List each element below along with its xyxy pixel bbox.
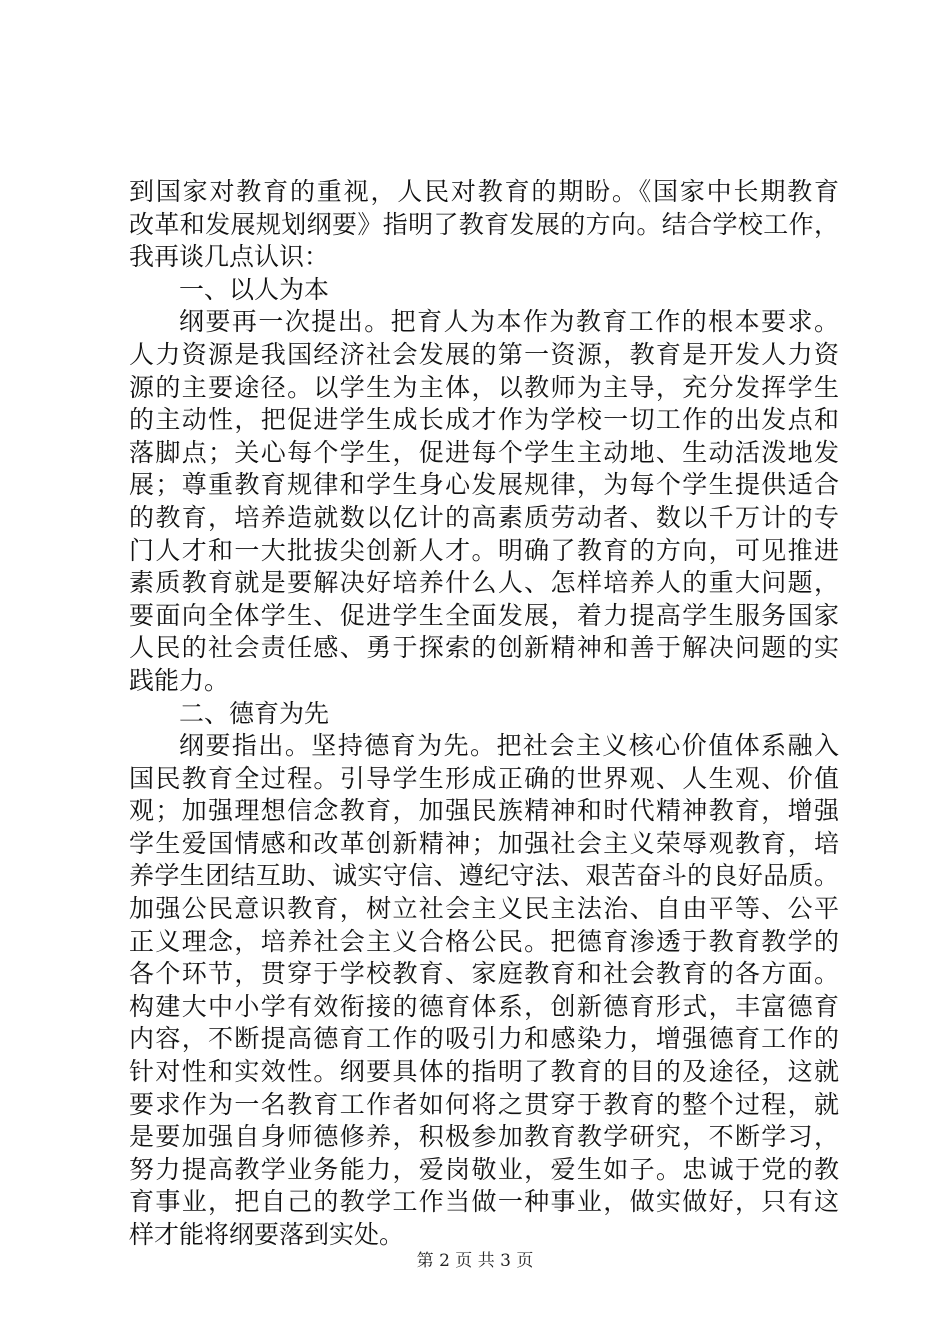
page-number-footer: 第 2 页 共 3 页 (416, 1251, 534, 1271)
text-line: 的教育，培养造就数以亿计的高素质劳动者、数以千万计的专 (129, 502, 839, 532)
text-line: 努力提高教学业务能力，爱岗敬业，爱生如子。忠诚于党的教 (129, 1154, 839, 1184)
text-line: 正义理念，培养社会主义合格公民。把德育渗透于教育教学的 (129, 926, 839, 956)
text-line: 素质教育就是要解决好培养什么人、怎样培养人的重大问题， (129, 568, 839, 598)
text-line: 纲要指出。坚持德育为先。把社会主义核心价值体系融入 (179, 731, 839, 761)
text-line: 样才能将纲要落到实处。 (129, 1220, 405, 1249)
text-line: 落脚点；关心每个学生，促进每个学生主动地、生动活泼地发 (129, 437, 839, 467)
text-line: 观；加强理想信念教育，加强民族精神和时代精神教育，增强 (129, 796, 839, 826)
text-line: 加强公民意识教育，树立社会主义民主法治、自由平等、公平 (129, 894, 839, 924)
section-heading: 二、德育为先 (179, 698, 330, 728)
text-line: 构建大中小学有效衔接的德育体系，创新德育形式，丰富德育 (129, 991, 839, 1021)
text-line: 育事业，把自己的教学工作当做一种事业，做实做好，只有这 (129, 1187, 839, 1217)
text-line: 践能力。 (129, 665, 230, 695)
text-line: 各个环节，贯穿于学校教育、家庭教育和社会教育的各方面。 (129, 959, 839, 989)
text-line: 源的主要途径。以学生为主体，以教师为主导，充分发挥学生 (129, 372, 839, 402)
text-line: 门人才和一大批拔尖创新人才。明确了教育的方向，可见推进 (129, 535, 839, 565)
text-line: 人力资源是我国经济社会发展的第一资源，教育是开发人力资 (129, 339, 839, 369)
text-line: 养学生团结互助、诚实守信、遵纪守法、艰苦奋斗的良好品质。 (129, 861, 839, 891)
text-line: 学生爱国情感和改革创新精神；加强社会主义荣辱观教育，培 (129, 828, 839, 858)
text-line: 国民教育全过程。引导学生形成正确的世界观、人生观、价值 (129, 763, 839, 793)
text-line: 到国家对教育的重视，人民对教育的期盼。《国家中长期教育 (129, 177, 839, 206)
document-body (129, 176, 839, 1252)
text-line: 是要加强自身师德修养，积极参加教育教学研究，不断学习， (129, 1122, 839, 1152)
text-line: 我再谈几点认识： (129, 242, 330, 272)
text-line: 的主动性，把促进学生成长成才作为学校一切工作的出发点和 (129, 405, 839, 435)
text-line: 要面向全体学生、促进学生全面发展，着力提高学生服务国家 (129, 600, 839, 630)
text-line: 要求作为一名教育工作者如何将之贯穿于教育的整个过程，就 (129, 1089, 839, 1119)
text-line: 人民的社会责任感、勇于探索的创新精神和善于解决问题的实 (129, 633, 839, 663)
text-line: 纲要再一次提出。把育人为本作为教育工作的根本要求。 (179, 307, 839, 337)
text-line: 针对性和实效性。纲要具体的指明了教育的目的及途径，这就 (129, 1057, 839, 1087)
text-line: 展；尊重教育规律和学生身心发展规律，为每个学生提供适合 (129, 470, 839, 500)
text-line: 内容，不断提高德育工作的吸引力和感染力，增强德育工作的 (129, 1024, 839, 1054)
section-heading: 一、以人为本 (179, 274, 330, 304)
text-line: 改革和发展规划纲要》指明了教育发展的方向。结合学校工作， (129, 209, 839, 239)
